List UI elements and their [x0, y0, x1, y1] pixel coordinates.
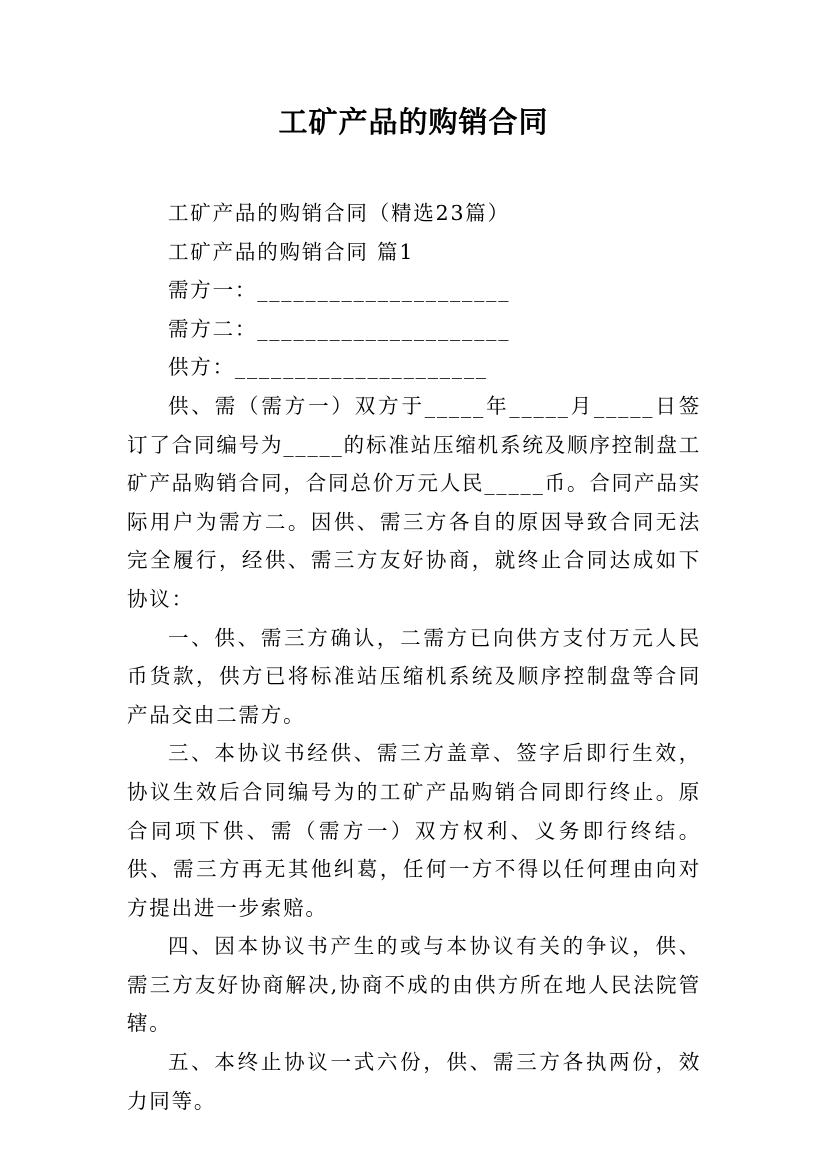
paragraph-preamble: 供、需（需方一）双方于_____年_____月_____日签订了合同编号为_____的标准站压缩机系统及顺序控制盘工矿产品购销合同，合同总价万元人民_____币。合同产品实际用户为需方二。因供、需三方各自的原因导致合同无法完全履行，经供、需三方友好协商，就终止合同达成如下协议：: [127, 393, 701, 611]
paragraph-supplier: 供方：_____________________: [168, 355, 488, 380]
paragraph-buyer-two: 需方二：_____________________: [168, 316, 511, 341]
paragraph-buyer-one: 需方一：_____________________: [168, 278, 511, 303]
document-title: 工矿产品的购销合同: [278, 105, 549, 139]
paragraph-clause-one: 一、供、需三方确认，二需方已向供方支付万元人民币货款，供方已将标准站压缩机系统及顺序控制盘等合同产品交由二需方。: [127, 625, 701, 727]
paragraph-clause-three: 三、本协议书经供、需三方盖章、签字后即行生效，协议生效后合同编号为的工矿产品购销合同即行终止。原合同项下供、需（需方一）双方权利、义务即行终结。供、需三方再无其他纠葛，任何一方不得以任何理由向对方提出进一步索赔。: [127, 741, 701, 920]
document-body: [127, 194, 701, 1120]
paragraph-subtitle: 工矿产品的购销合同（精选23篇）: [168, 201, 510, 225]
paragraph-clause-four: 四、因本协议书产生的或与本协议有关的争议，供、需三方友好协商解决,协商不成的由供方所在地人民法院管辖。: [127, 934, 701, 1036]
paragraph-section-heading: 工矿产品的购销合同 篇1: [168, 239, 415, 264]
paragraph-clause-five: 五、本终止协议一式六份，供、需三方各执两份，效力同等。: [127, 1050, 701, 1113]
